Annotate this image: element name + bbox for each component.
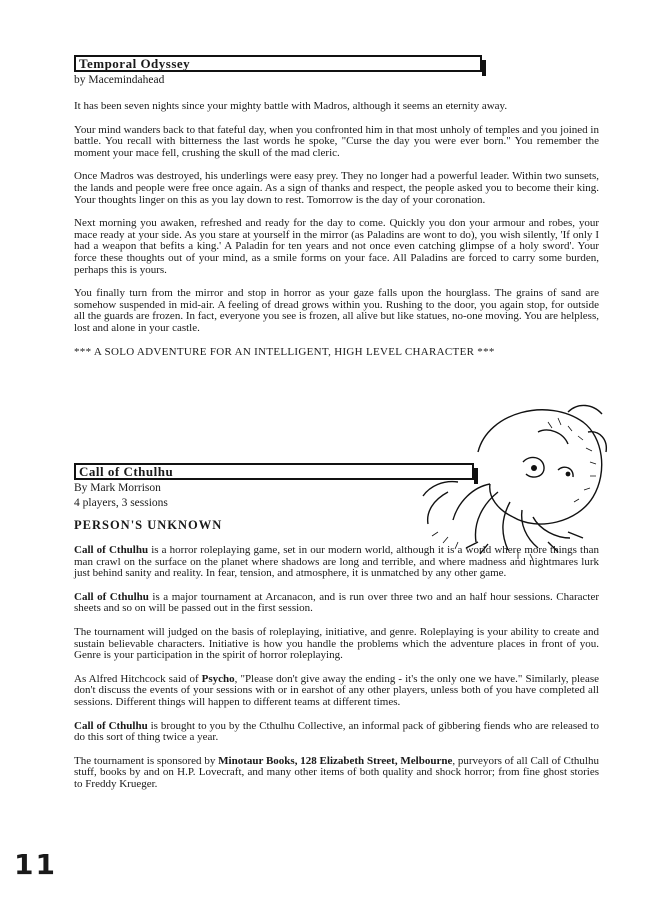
section-byline: by Macemindahead: [74, 74, 165, 86]
title-bar-shadow: [474, 468, 478, 484]
paragraph: The tournament will judged on the basis of roleplaying, initiative, and genre. Roleplaying is your ability to create and sustain believable characters. Initiative is how you handle the problems which the adventure places in front of you. Genre is your participation in the spirit of horror roleplaying.: [74, 625, 599, 662]
section-title-bar: [74, 55, 482, 72]
section-call-of-cthulhu: [74, 463, 599, 791]
paragraph-text: is a major tournament at Arcanacon, and is run over three two and an half hour sessions. Character sheets and so on will be passed out in the first session.: [74, 590, 599, 615]
scenario-heading: PERSON'S UNKNOWN: [74, 518, 223, 532]
sponsor-name: Minotaur Books, 128 Elizabeth Street, Melbourne: [218, 754, 453, 767]
adventure-tagline: *** A SOLO ADVENTURE FOR AN INTELLIGENT, HIGH LEVEL CHARACTER ***: [74, 345, 495, 358]
paragraph: It has been seven nights since your mighty battle with Madros, although it seems an eternity away.: [74, 100, 508, 112]
section-title: Call of Cthulhu: [79, 464, 174, 479]
game-name: Call of Cthulhu: [74, 544, 149, 556]
paragraph-text: , purveyors of all Call of Cthulhu stuff, books by and on H.P. Lovecraft, and many other items of both quality and shock horror; from fine ghost stories to Freddy Krueger.: [74, 754, 599, 790]
game-name: Call of Cthulhu: [74, 590, 149, 603]
section-temporal-odyssey: [74, 55, 599, 358]
paragraph: [74, 756, 599, 791]
paragraph: Next morning you awaken, refreshed and ready for the day to come. Quickly you don your armour and robes, your mace ready at your side. As you stare at yourself in the mirror (as Paladins are wont to do), you wish silently, 'If only I had a weapon that befits a king.' A Paladin for ten years and not once even catching glimpse of a holy sword'. Your force these thoughts out of your mind, as a smile forms on your face. All Paladins are forced to carry some burden, perhaps this is yours.: [74, 217, 599, 276]
paragraph: [74, 721, 599, 744]
section-title-bar: [74, 463, 474, 480]
paragraph-text: , "Please don't give away the ending - it's the only one we have." Similarly, please don't discuss the events of your sessions with or in earshot of any other players, unless both of you have completed all sessions. Different things will happen to different teams at different times.: [74, 672, 599, 708]
section-title: Temporal Odyssey: [79, 56, 191, 71]
title-bar-shadow: [482, 60, 486, 76]
paragraph: [74, 592, 599, 615]
film-title: Psycho: [201, 672, 235, 685]
page-number: 11: [14, 848, 57, 881]
paragraph: You finally turn from the mirror and stop in horror as your gaze falls upon the hourglass. The grains of sand are somehow suspended in mid-air. A feeling of dread grows within you. Rushing to the door, you again stop, for outside all the guards are frozen. In fact, everyone you see is frozen, all alive but like statues, no-one moving. You are helpless, lost and alone in your castle.: [74, 287, 599, 334]
paragraph: Once Madros was destroyed, his underlings were easy prey. They no longer had a powerful leader. Within two sunsets, the lands and people were free once again. As a sign of thanks and respect, the people asked you to become their king. Your thoughts linger on this as you lay down to rest. Tomorrow is the day of your coronation.: [74, 170, 599, 206]
paragraph: [74, 674, 599, 709]
paragraph-text: As Alfred Hitchcock said of: [74, 672, 202, 685]
paragraph-text: is brought to you by the Cthulhu Collective, an informal pack of gibbering fiends who are released to do this sort of thing twice a year.: [74, 719, 599, 744]
paragraph-text: is a horror roleplaying game, set in our modern world, although it is a world where more things than man crawl on the surface on the planet where shadows are long and terrible, and where madness and nightmares lurk just behind sanity and reality. In fear, tension, and atmosphere, it is unmatched by any other game.: [74, 544, 599, 580]
paragraph-text: The tournament is sponsored by: [74, 754, 219, 767]
section-byline: By Mark Morrison: [74, 482, 161, 494]
game-name: Call of Cthulhu: [74, 719, 148, 732]
paragraph: [74, 545, 599, 580]
paragraph: Your mind wanders back to that fateful day, when you confronted him in that most unholy of temples and you joined in battle. You recall with bitterness the last words he spoke, "Curse the day you were ever born." You remember the moment your mace fell, crushing the skull of the mad cleric.: [74, 123, 599, 159]
players-info: 4 players, 3 sessions: [74, 497, 168, 509]
